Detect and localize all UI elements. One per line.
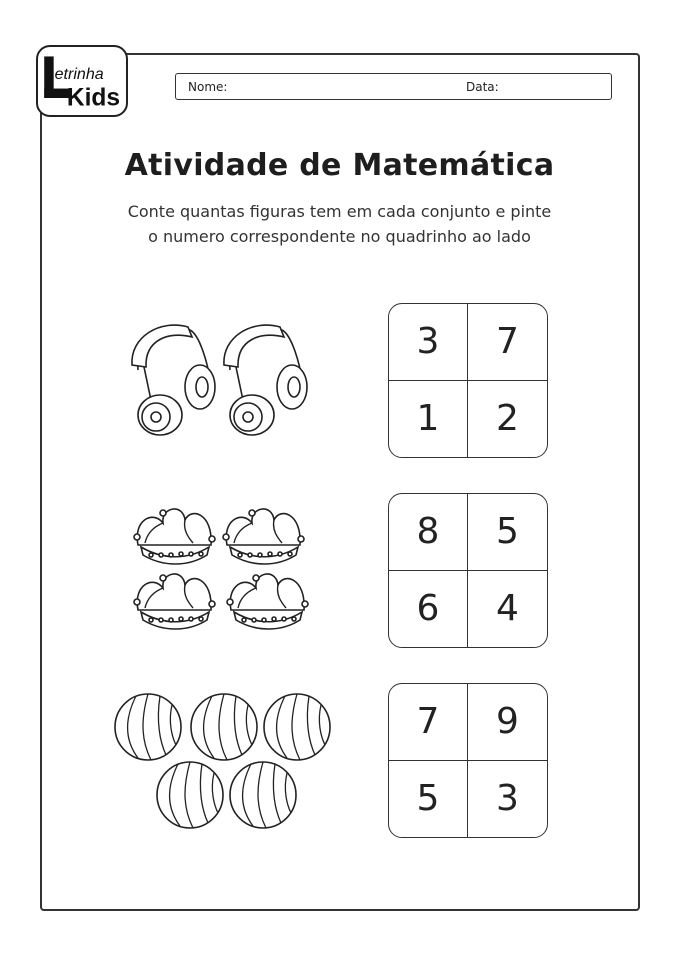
answer-option[interactable]: 7 [468,304,547,381]
headphones-icon [224,325,307,435]
name-label: Nome: [188,80,228,94]
instruction-line-2: o numero correspondente no quadrinho ao lado [148,227,531,246]
jester-hat-icon [134,509,215,564]
answer-option[interactable]: 4 [496,588,519,630]
beach-ball-icon [115,694,181,760]
name-date-field[interactable] [175,73,612,100]
beach-ball-icon [157,762,223,828]
answer-option[interactable]: 2 [496,398,519,440]
answer-option[interactable]: 1 [389,381,468,458]
jester-hat-icon [134,574,215,629]
answer-option[interactable]: 3 [496,778,519,820]
letrinha-kids-logo [36,45,128,117]
svg-text:Kids: Kids [66,84,121,112]
jester-hat-icon [223,509,304,564]
answer-option[interactable]: 3 [389,304,468,381]
answer-option[interactable]: 8 [389,494,468,571]
headphones-icon [132,325,215,435]
beach-ball-icon [191,694,257,760]
instruction-line-1: Conte quantas figuras tem em cada conjunto e pinte [127,202,552,221]
answer-option[interactable]: 7 [389,684,468,761]
page-title: Atividade de Matemática [124,148,555,183]
answer-option[interactable]: 5 [468,494,547,571]
answer-grid-1 [388,303,548,458]
answer-option[interactable]: 6 [389,571,468,648]
counting-figures [100,290,360,860]
jester-hat-icon [227,574,308,629]
beach-ball-icon [230,762,296,828]
answer-option[interactable]: 5 [389,761,468,838]
beach-ball-icon [264,694,330,760]
svg-text:etrinha: etrinha [54,65,104,84]
answer-grid-3 [388,683,548,838]
answer-grid-2 [388,493,548,648]
answer-option[interactable]: 9 [468,684,547,761]
date-label: Data: [466,80,499,94]
